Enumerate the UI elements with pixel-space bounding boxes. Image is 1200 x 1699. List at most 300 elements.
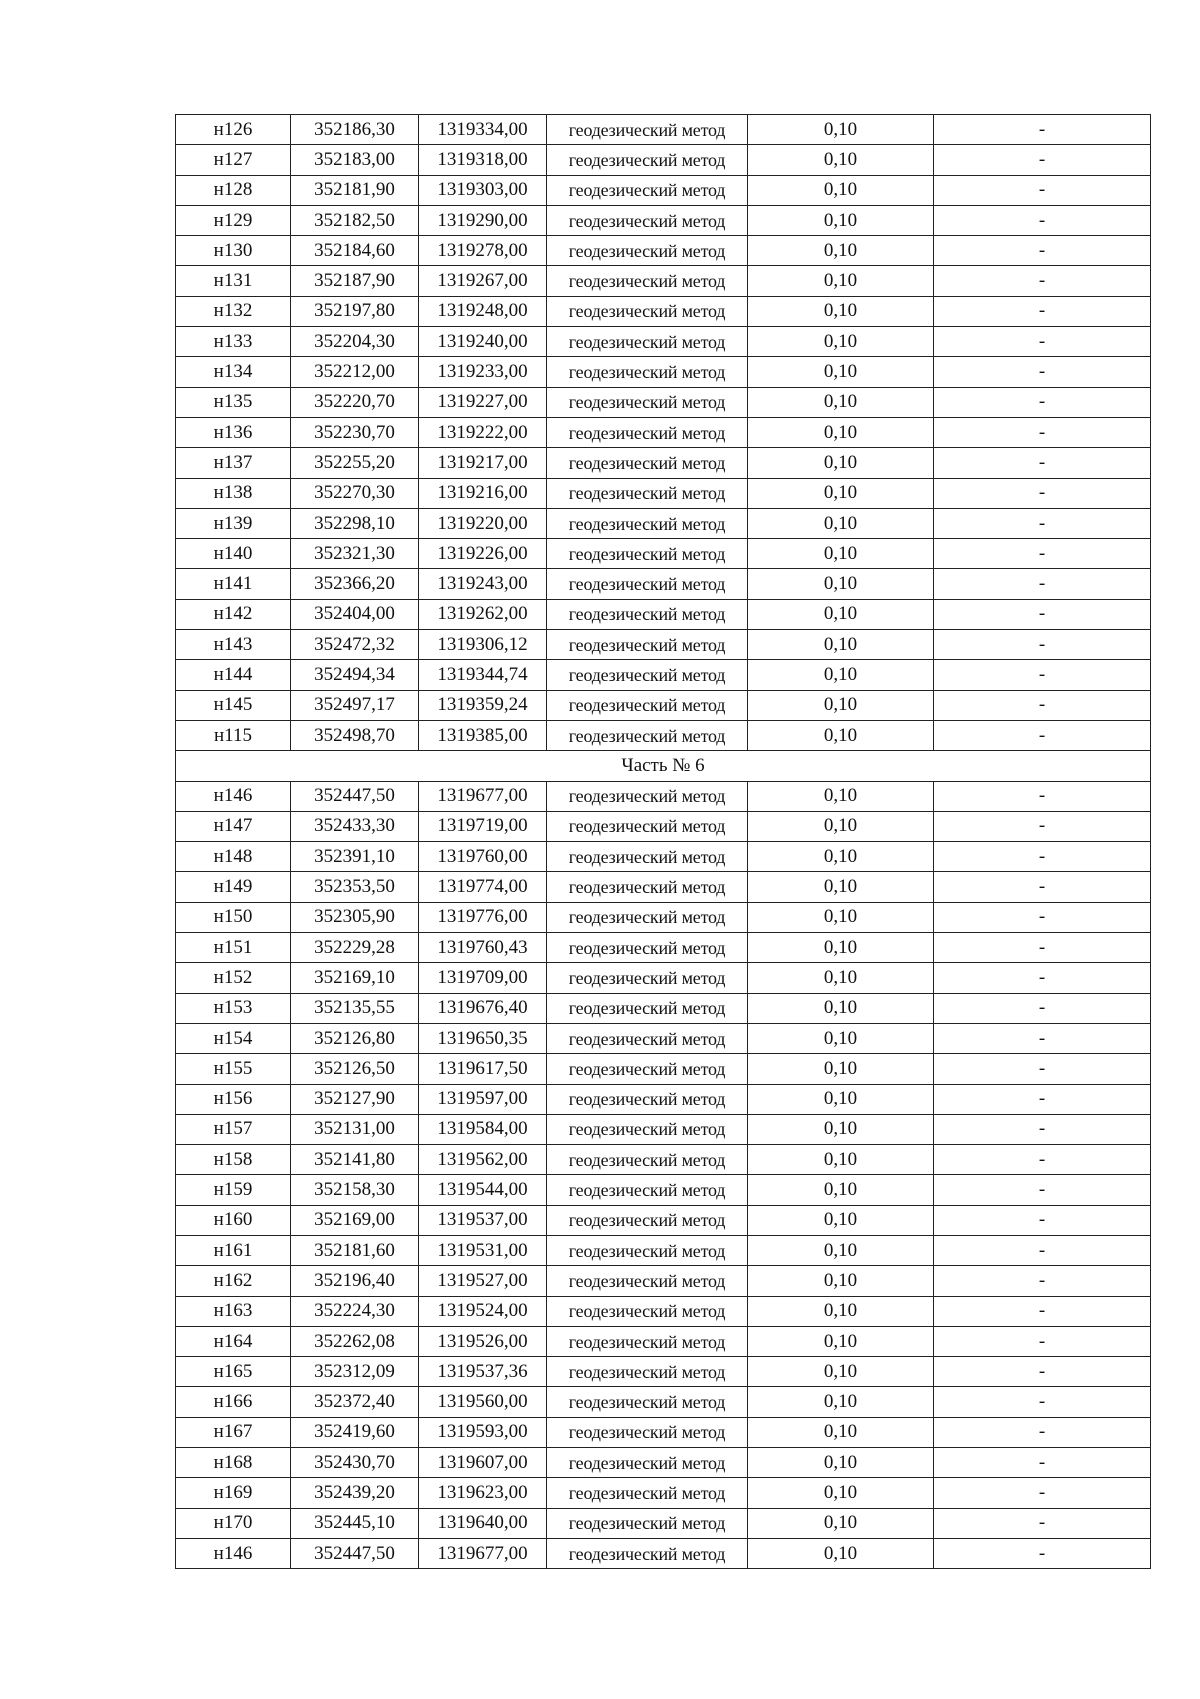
coord-x-cell: 352498,70 (291, 720, 419, 750)
method-cell: геодезический метод (547, 145, 748, 175)
accuracy-cell: 0,10 (748, 387, 934, 417)
coord-x-cell: 352197,80 (291, 296, 419, 326)
table-row (176, 569, 1151, 599)
method-cell: геодезический метод (547, 1417, 748, 1447)
method-cell: геодезический метод (547, 266, 748, 296)
coord-y-cell: 1319640,00 (419, 1508, 547, 1538)
accuracy-cell: 0,10 (748, 630, 934, 660)
method-cell: геодезический метод (547, 811, 748, 841)
coord-x-cell: 352433,30 (291, 811, 419, 841)
coord-y-cell: 1319344,74 (419, 660, 547, 690)
point-id-cell: н143 (176, 630, 291, 660)
table-row (176, 266, 1151, 296)
method-cell: геодезический метод (547, 1175, 748, 1205)
method-cell: геодезический метод (547, 630, 748, 660)
coord-y-cell: 1319226,00 (419, 539, 547, 569)
point-id-cell: н166 (176, 1387, 291, 1417)
description-cell: - (934, 266, 1151, 296)
description-cell: - (934, 508, 1151, 538)
coord-y-cell: 1319227,00 (419, 387, 547, 417)
section-title: Часть № 6 (176, 751, 1151, 781)
table-row (176, 811, 1151, 841)
point-id-cell: н147 (176, 811, 291, 841)
method-cell: геодезический метод (547, 902, 748, 932)
table-row (176, 1538, 1151, 1568)
table-row (176, 1175, 1151, 1205)
coord-x-cell: 352196,40 (291, 1266, 419, 1296)
point-id-cell: н138 (176, 478, 291, 508)
coord-y-cell: 1319278,00 (419, 236, 547, 266)
coord-y-cell: 1319774,00 (419, 872, 547, 902)
method-cell: геодезический метод (547, 539, 748, 569)
coord-y-cell: 1319537,00 (419, 1205, 547, 1235)
description-cell: - (934, 1205, 1151, 1235)
accuracy-cell: 0,10 (748, 599, 934, 629)
table-row (176, 417, 1151, 447)
point-id-cell: н140 (176, 539, 291, 569)
description-cell: - (934, 387, 1151, 417)
point-id-cell: н156 (176, 1084, 291, 1114)
table-row (176, 1478, 1151, 1508)
coord-y-cell: 1319306,12 (419, 630, 547, 660)
accuracy-cell: 0,10 (748, 448, 934, 478)
point-id-cell: н129 (176, 205, 291, 235)
point-id-cell: н134 (176, 357, 291, 387)
description-cell: - (934, 781, 1151, 811)
description-cell: - (934, 1266, 1151, 1296)
point-id-cell: н132 (176, 296, 291, 326)
coord-y-cell: 1319240,00 (419, 327, 547, 357)
description-cell: - (934, 296, 1151, 326)
point-id-cell: н136 (176, 417, 291, 447)
table-row (176, 145, 1151, 175)
table-row (176, 963, 1151, 993)
coord-x-cell: 352229,28 (291, 933, 419, 963)
coord-y-cell: 1319760,00 (419, 842, 547, 872)
accuracy-cell: 0,10 (748, 660, 934, 690)
table-row (176, 175, 1151, 205)
coord-x-cell: 352366,20 (291, 569, 419, 599)
coord-x-cell: 352212,00 (291, 357, 419, 387)
accuracy-cell: 0,10 (748, 1478, 934, 1508)
description-cell: - (934, 1417, 1151, 1447)
description-cell: - (934, 145, 1151, 175)
coord-x-cell: 352472,32 (291, 630, 419, 660)
point-id-cell: н157 (176, 1114, 291, 1144)
accuracy-cell: 0,10 (748, 902, 934, 932)
description-cell: - (934, 660, 1151, 690)
coord-y-cell: 1319531,00 (419, 1235, 547, 1265)
coord-y-cell: 1319233,00 (419, 357, 547, 387)
coord-y-cell: 1319318,00 (419, 145, 547, 175)
coord-x-cell: 352127,90 (291, 1084, 419, 1114)
description-cell: - (934, 448, 1151, 478)
accuracy-cell: 0,10 (748, 1054, 934, 1084)
table-row (176, 1448, 1151, 1478)
point-id-cell: н165 (176, 1357, 291, 1387)
method-cell: геодезический метод (547, 448, 748, 478)
point-id-cell: н142 (176, 599, 291, 629)
coord-y-cell: 1319220,00 (419, 508, 547, 538)
description-cell: - (934, 902, 1151, 932)
description-cell: - (934, 205, 1151, 235)
coord-x-cell: 352391,10 (291, 842, 419, 872)
table-row (176, 1357, 1151, 1387)
method-cell: геодезический метод (547, 993, 748, 1023)
method-cell: геодезический метод (547, 1023, 748, 1053)
coord-y-cell: 1319709,00 (419, 963, 547, 993)
table-row (176, 357, 1151, 387)
description-cell: - (934, 1326, 1151, 1356)
table-row (176, 660, 1151, 690)
point-id-cell: н139 (176, 508, 291, 538)
point-id-cell: н154 (176, 1023, 291, 1053)
point-id-cell: н137 (176, 448, 291, 478)
coord-x-cell: 352204,30 (291, 327, 419, 357)
method-cell: геодезический метод (547, 569, 748, 599)
point-id-cell: н151 (176, 933, 291, 963)
table-row (176, 448, 1151, 478)
method-cell: геодезический метод (547, 175, 748, 205)
coord-y-cell: 1319524,00 (419, 1296, 547, 1326)
description-cell: - (934, 1508, 1151, 1538)
point-id-cell: н148 (176, 842, 291, 872)
coord-x-cell: 352447,50 (291, 781, 419, 811)
table-row (176, 720, 1151, 750)
point-id-cell: н162 (176, 1266, 291, 1296)
description-cell: - (934, 1054, 1151, 1084)
table-row (176, 933, 1151, 963)
coord-y-cell: 1319216,00 (419, 478, 547, 508)
table-row (176, 1508, 1151, 1538)
coord-y-cell: 1319222,00 (419, 417, 547, 447)
accuracy-cell: 0,10 (748, 1417, 934, 1447)
method-cell: геодезический метод (547, 1296, 748, 1326)
coord-y-cell: 1319544,00 (419, 1175, 547, 1205)
coord-x-cell: 352494,34 (291, 660, 419, 690)
coord-x-cell: 352372,40 (291, 1387, 419, 1417)
coord-y-cell: 1319334,00 (419, 115, 547, 145)
coord-x-cell: 352270,30 (291, 478, 419, 508)
accuracy-cell: 0,10 (748, 1448, 934, 1478)
point-id-cell: н141 (176, 569, 291, 599)
point-id-cell: н145 (176, 690, 291, 720)
method-cell: геодезический метод (547, 1538, 748, 1568)
accuracy-cell: 0,10 (748, 327, 934, 357)
coord-x-cell: 352169,00 (291, 1205, 419, 1235)
coord-x-cell: 352321,30 (291, 539, 419, 569)
coord-y-cell: 1319526,00 (419, 1326, 547, 1356)
accuracy-cell: 0,10 (748, 539, 934, 569)
table-row (176, 387, 1151, 417)
coord-x-cell: 352183,00 (291, 145, 419, 175)
accuracy-cell: 0,10 (748, 508, 934, 538)
table-row (176, 842, 1151, 872)
accuracy-cell: 0,10 (748, 872, 934, 902)
accuracy-cell: 0,10 (748, 1538, 934, 1568)
accuracy-cell: 0,10 (748, 1175, 934, 1205)
method-cell: геодезический метод (547, 1114, 748, 1144)
table-row (176, 508, 1151, 538)
description-cell: - (934, 569, 1151, 599)
coord-x-cell: 352182,50 (291, 205, 419, 235)
accuracy-cell: 0,10 (748, 357, 934, 387)
accuracy-cell: 0,10 (748, 1023, 934, 1053)
coord-y-cell: 1319562,00 (419, 1145, 547, 1175)
description-cell: - (934, 1296, 1151, 1326)
table-row (176, 1114, 1151, 1144)
coord-y-cell: 1319597,00 (419, 1084, 547, 1114)
coord-x-cell: 352262,08 (291, 1326, 419, 1356)
table-row (176, 630, 1151, 660)
method-cell: геодезический метод (547, 842, 748, 872)
coord-x-cell: 352305,90 (291, 902, 419, 932)
coord-y-cell: 1319248,00 (419, 296, 547, 326)
point-id-cell: н150 (176, 902, 291, 932)
point-id-cell: н161 (176, 1235, 291, 1265)
method-cell: геодезический метод (547, 1448, 748, 1478)
method-cell: геодезический метод (547, 296, 748, 326)
method-cell: геодезический метод (547, 1205, 748, 1235)
coord-y-cell: 1319676,40 (419, 993, 547, 1023)
table-row (176, 781, 1151, 811)
method-cell: геодезический метод (547, 115, 748, 145)
description-cell: - (934, 1023, 1151, 1053)
coord-y-cell: 1319262,00 (419, 599, 547, 629)
coord-x-cell: 352126,50 (291, 1054, 419, 1084)
method-cell: геодезический метод (547, 1357, 748, 1387)
table-row (176, 1023, 1151, 1053)
coordinates-table (175, 114, 1151, 1569)
coord-x-cell: 352497,17 (291, 690, 419, 720)
point-id-cell: н146 (176, 781, 291, 811)
method-cell: геодезический метод (547, 417, 748, 447)
point-id-cell: н169 (176, 1478, 291, 1508)
coord-x-cell: 352298,10 (291, 508, 419, 538)
description-cell: - (934, 599, 1151, 629)
coord-x-cell: 352126,80 (291, 1023, 419, 1053)
point-id-cell: н127 (176, 145, 291, 175)
coord-y-cell: 1319385,00 (419, 720, 547, 750)
description-cell: - (934, 1235, 1151, 1265)
description-cell: - (934, 1084, 1151, 1114)
coord-y-cell: 1319617,50 (419, 1054, 547, 1084)
description-cell: - (934, 1448, 1151, 1478)
point-id-cell: н153 (176, 993, 291, 1023)
table-row (176, 1266, 1151, 1296)
coord-y-cell: 1319776,00 (419, 902, 547, 932)
description-cell: - (934, 417, 1151, 447)
accuracy-cell: 0,10 (748, 993, 934, 1023)
method-cell: геодезический метод (547, 720, 748, 750)
accuracy-cell: 0,10 (748, 478, 934, 508)
description-cell: - (934, 327, 1151, 357)
point-id-cell: н126 (176, 115, 291, 145)
table-row (176, 1205, 1151, 1235)
description-cell: - (934, 175, 1151, 205)
method-cell: геодезический метод (547, 205, 748, 235)
section-header-row (176, 751, 1151, 781)
coordinates-table-body (176, 115, 1151, 1569)
table-row (176, 599, 1151, 629)
point-id-cell: н159 (176, 1175, 291, 1205)
coord-y-cell: 1319243,00 (419, 569, 547, 599)
coord-x-cell: 352135,55 (291, 993, 419, 1023)
description-cell: - (934, 357, 1151, 387)
method-cell: геодезический метод (547, 933, 748, 963)
description-cell: - (934, 1538, 1151, 1568)
point-id-cell: н131 (176, 266, 291, 296)
description-cell: - (934, 478, 1151, 508)
description-cell: - (934, 1357, 1151, 1387)
table-row (176, 115, 1151, 145)
accuracy-cell: 0,10 (748, 266, 934, 296)
point-id-cell: н168 (176, 1448, 291, 1478)
description-cell: - (934, 539, 1151, 569)
description-cell: - (934, 842, 1151, 872)
point-id-cell: н115 (176, 720, 291, 750)
coord-x-cell: 352181,60 (291, 1235, 419, 1265)
coord-x-cell: 352353,50 (291, 872, 419, 902)
method-cell: геодезический метод (547, 1084, 748, 1114)
accuracy-cell: 0,10 (748, 417, 934, 447)
accuracy-cell: 0,10 (748, 781, 934, 811)
accuracy-cell: 0,10 (748, 1145, 934, 1175)
accuracy-cell: 0,10 (748, 236, 934, 266)
point-id-cell: н164 (176, 1326, 291, 1356)
accuracy-cell: 0,10 (748, 842, 934, 872)
accuracy-cell: 0,10 (748, 175, 934, 205)
coord-x-cell: 352447,50 (291, 1538, 419, 1568)
description-cell: - (934, 630, 1151, 660)
method-cell: геодезический метод (547, 963, 748, 993)
method-cell: геодезический метод (547, 872, 748, 902)
table-row (176, 1296, 1151, 1326)
coord-y-cell: 1319267,00 (419, 266, 547, 296)
table-row (176, 1084, 1151, 1114)
accuracy-cell: 0,10 (748, 720, 934, 750)
description-cell: - (934, 963, 1151, 993)
table-row (176, 539, 1151, 569)
method-cell: геодезический метод (547, 236, 748, 266)
table-row (176, 205, 1151, 235)
accuracy-cell: 0,10 (748, 145, 934, 175)
coord-x-cell: 352169,10 (291, 963, 419, 993)
table-row (176, 1235, 1151, 1265)
coord-x-cell: 352181,90 (291, 175, 419, 205)
method-cell: геодезический метод (547, 1508, 748, 1538)
coord-y-cell: 1319560,00 (419, 1387, 547, 1417)
method-cell: геодезический метод (547, 387, 748, 417)
coord-x-cell: 352158,30 (291, 1175, 419, 1205)
table-row (176, 872, 1151, 902)
accuracy-cell: 0,10 (748, 963, 934, 993)
description-cell: - (934, 1478, 1151, 1508)
accuracy-cell: 0,10 (748, 1508, 934, 1538)
point-id-cell: н146 (176, 1538, 291, 1568)
coord-y-cell: 1319584,00 (419, 1114, 547, 1144)
description-cell: - (934, 811, 1151, 841)
table-row (176, 327, 1151, 357)
table-row (176, 296, 1151, 326)
point-id-cell: н163 (176, 1296, 291, 1326)
coord-y-cell: 1319760,43 (419, 933, 547, 963)
description-cell: - (934, 115, 1151, 145)
coord-x-cell: 352186,30 (291, 115, 419, 145)
accuracy-cell: 0,10 (748, 115, 934, 145)
coord-y-cell: 1319359,24 (419, 690, 547, 720)
point-id-cell: н133 (176, 327, 291, 357)
table-row (176, 1145, 1151, 1175)
coord-y-cell: 1319623,00 (419, 1478, 547, 1508)
accuracy-cell: 0,10 (748, 1357, 934, 1387)
method-cell: геодезический метод (547, 357, 748, 387)
description-cell: - (934, 1145, 1151, 1175)
table-row (176, 478, 1151, 508)
description-cell: - (934, 1175, 1151, 1205)
point-id-cell: н152 (176, 963, 291, 993)
coord-x-cell: 352131,00 (291, 1114, 419, 1144)
coord-x-cell: 352430,70 (291, 1448, 419, 1478)
point-id-cell: н160 (176, 1205, 291, 1235)
method-cell: геодезический метод (547, 1266, 748, 1296)
method-cell: геодезический метод (547, 1478, 748, 1508)
point-id-cell: н170 (176, 1508, 291, 1538)
point-id-cell: н149 (176, 872, 291, 902)
description-cell: - (934, 690, 1151, 720)
accuracy-cell: 0,10 (748, 690, 934, 720)
coord-y-cell: 1319719,00 (419, 811, 547, 841)
coord-y-cell: 1319677,00 (419, 781, 547, 811)
method-cell: геодезический метод (547, 599, 748, 629)
coord-x-cell: 352255,20 (291, 448, 419, 478)
table-row (176, 1326, 1151, 1356)
coord-y-cell: 1319677,00 (419, 1538, 547, 1568)
method-cell: геодезический метод (547, 781, 748, 811)
description-cell: - (934, 720, 1151, 750)
description-cell: - (934, 933, 1151, 963)
coord-y-cell: 1319607,00 (419, 1448, 547, 1478)
table-row (176, 236, 1151, 266)
point-id-cell: н158 (176, 1145, 291, 1175)
description-cell: - (934, 872, 1151, 902)
method-cell: геодезический метод (547, 1235, 748, 1265)
coord-y-cell: 1319290,00 (419, 205, 547, 235)
table-row (176, 1054, 1151, 1084)
method-cell: геодезический метод (547, 508, 748, 538)
accuracy-cell: 0,10 (748, 1296, 934, 1326)
accuracy-cell: 0,10 (748, 296, 934, 326)
accuracy-cell: 0,10 (748, 1114, 934, 1144)
coord-y-cell: 1319537,36 (419, 1357, 547, 1387)
accuracy-cell: 0,10 (748, 569, 934, 599)
accuracy-cell: 0,10 (748, 1326, 934, 1356)
description-cell: - (934, 236, 1151, 266)
coord-x-cell: 352220,70 (291, 387, 419, 417)
coord-x-cell: 352141,80 (291, 1145, 419, 1175)
table-row (176, 1387, 1151, 1417)
table-row (176, 690, 1151, 720)
point-id-cell: н155 (176, 1054, 291, 1084)
point-id-cell: н144 (176, 660, 291, 690)
point-id-cell: н130 (176, 236, 291, 266)
point-id-cell: н167 (176, 1417, 291, 1447)
coord-x-cell: 352184,60 (291, 236, 419, 266)
accuracy-cell: 0,10 (748, 1235, 934, 1265)
method-cell: геодезический метод (547, 1387, 748, 1417)
coord-x-cell: 352439,20 (291, 1478, 419, 1508)
method-cell: геодезический метод (547, 660, 748, 690)
